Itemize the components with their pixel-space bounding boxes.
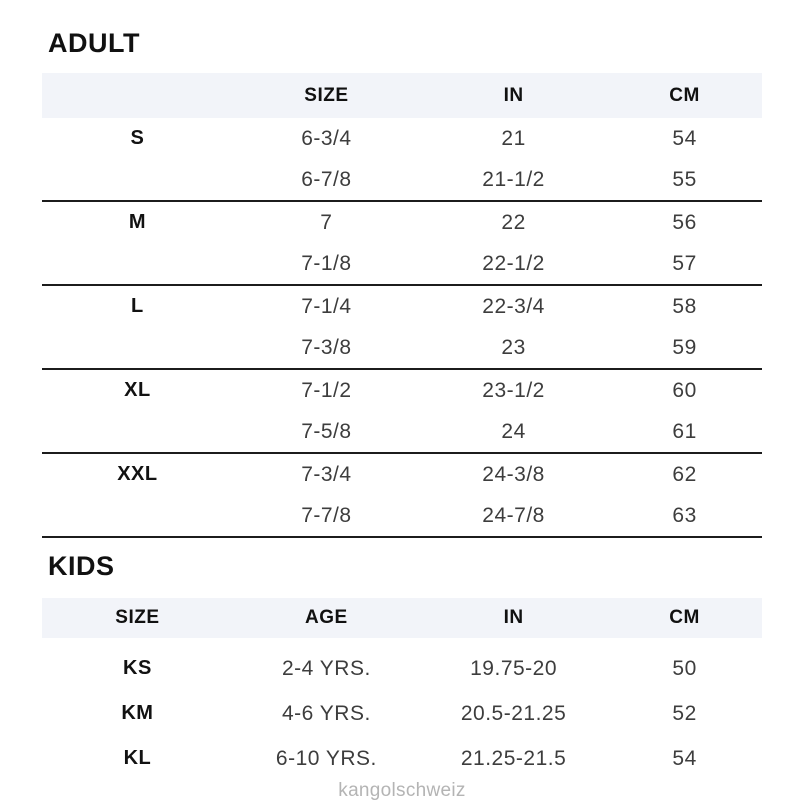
table-cell: 7-3/8 (301, 335, 352, 359)
size-label: L (131, 295, 144, 317)
table-cell: 22-1/2 (482, 251, 545, 275)
table-cell: 23-1/2 (482, 378, 545, 402)
adult-group-m (42, 202, 762, 286)
table-cell: 19.75-20 (470, 656, 558, 680)
size-label: KM (121, 702, 154, 724)
table-cell: 22-3/4 (482, 294, 545, 318)
table-cell: 63 (672, 503, 697, 527)
table-cell: 59 (672, 335, 697, 359)
watermark-text: kangolschweiz (338, 780, 466, 801)
adult-section-title: ADULT (48, 28, 140, 58)
size-label: XL (124, 379, 151, 401)
table-row (42, 411, 762, 452)
adult-header-size: SIZE (304, 84, 349, 106)
table-row (42, 454, 762, 495)
table-cell: 50 (672, 656, 697, 680)
table-cell: 52 (672, 701, 697, 725)
table-row (42, 370, 762, 411)
table-row (42, 286, 762, 327)
kids-size-table (42, 598, 762, 781)
table-cell: 62 (672, 462, 697, 486)
table-cell: 24-3/8 (482, 462, 545, 486)
table-row (42, 327, 762, 368)
adult-group-xl (42, 370, 762, 454)
table-cell: 55 (672, 167, 697, 191)
table-row (42, 736, 762, 781)
adult-group-s (42, 118, 762, 202)
table-cell: 24 (501, 419, 526, 443)
size-label: KS (123, 657, 152, 679)
kids-header-age: AGE (305, 607, 348, 628)
table-cell: 7-1/2 (301, 378, 352, 402)
table-row (42, 691, 762, 736)
kids-header-size: SIZE (115, 607, 160, 628)
kids-table-body (42, 646, 762, 781)
size-label: M (128, 211, 146, 233)
adult-table-header-row (42, 73, 762, 118)
table-cell: 21 (501, 126, 526, 150)
kids-section-title: KIDS (48, 551, 115, 581)
table-cell: 54 (672, 126, 697, 150)
table-cell: 4-6 YRS. (281, 701, 371, 725)
table-cell: 21-1/2 (482, 167, 545, 191)
size-label: XXL (117, 463, 158, 485)
size-label: S (130, 127, 145, 149)
table-row (42, 646, 762, 691)
table-cell: 2-4 YRS. (281, 656, 371, 680)
table-cell: 7-5/8 (301, 419, 352, 443)
table-cell: 56 (672, 210, 697, 234)
kids-header-cm: CM (669, 607, 700, 628)
table-cell: 22 (501, 210, 526, 234)
table-cell: 58 (672, 294, 697, 318)
table-row (42, 243, 762, 284)
table-row (42, 118, 762, 159)
table-cell: 6-3/4 (301, 126, 352, 150)
table-cell: 7-1/4 (301, 294, 352, 318)
table-cell: 54 (672, 746, 697, 770)
table-cell: 61 (672, 419, 697, 443)
table-cell: 6-10 YRS. (275, 746, 377, 770)
table-cell: 7-3/4 (301, 462, 352, 486)
kids-header-in: IN (503, 607, 524, 628)
table-row (42, 159, 762, 200)
table-cell: 57 (672, 251, 697, 275)
size-label: KL (123, 747, 152, 769)
table-row (42, 495, 762, 536)
table-cell: 60 (672, 378, 697, 402)
table-cell: 23 (501, 335, 526, 359)
table-cell: 24-7/8 (482, 503, 545, 527)
table-cell: 7-7/8 (301, 503, 352, 527)
kids-table-header-row (42, 598, 762, 638)
table-cell: 7-1/8 (301, 251, 352, 275)
table-cell: 21.25-21.5 (460, 746, 567, 770)
adult-header-cm: CM (669, 84, 700, 106)
adult-size-table (42, 73, 762, 538)
table-cell: 20.5-21.25 (460, 701, 567, 725)
table-cell: 7 (320, 210, 333, 234)
table-cell: 6-7/8 (301, 167, 352, 191)
adult-header-in: IN (503, 84, 524, 106)
table-row (42, 202, 762, 243)
adult-group-xxl (42, 454, 762, 538)
adult-group-l (42, 286, 762, 370)
